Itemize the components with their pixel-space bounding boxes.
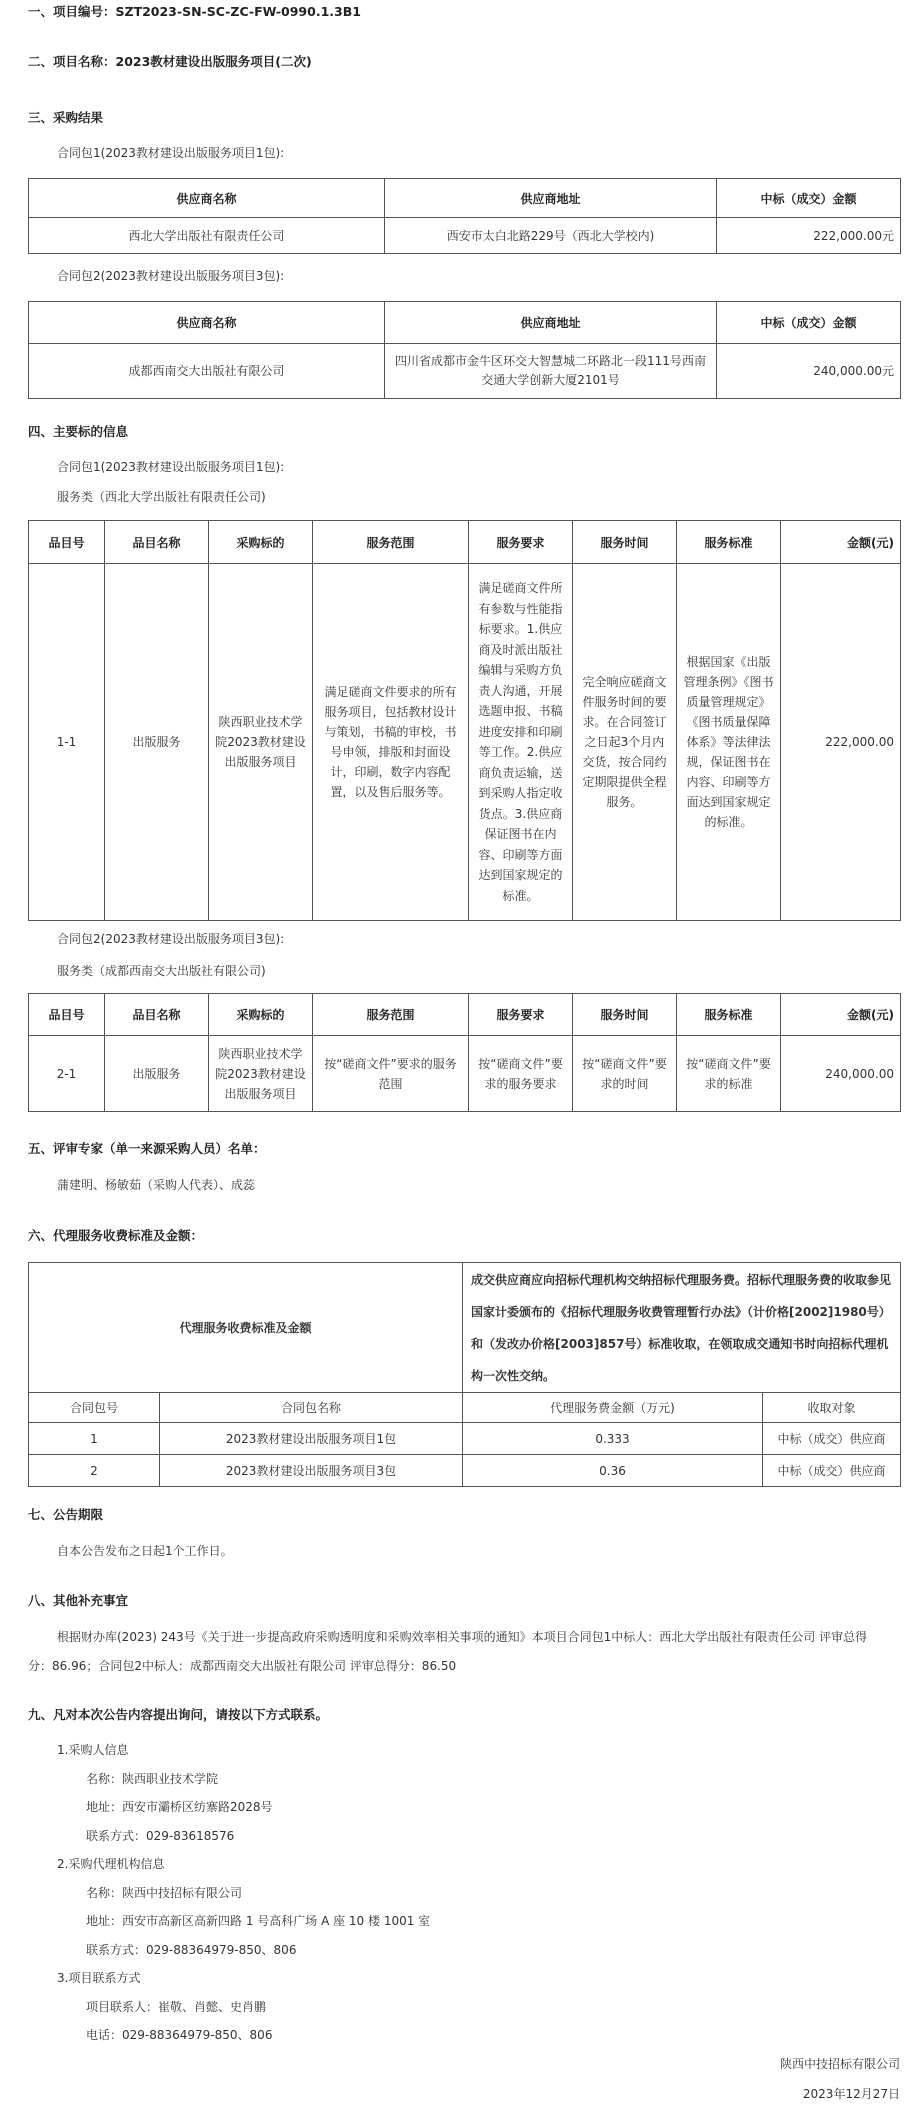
lot-no: 2 <box>29 1455 160 1487</box>
header-standard: 服务标准 <box>677 994 781 1036</box>
header-amount: 金额(元) <box>781 994 901 1036</box>
award-amount: 240,000.00元 <box>717 344 901 399</box>
table-row <box>29 1423 901 1455</box>
fee-standard-description: 成交供应商应向招标代理机构交纳招标代理服务费。招标代理服务费的收取参见国家计委颁布的《招标代理服务收费管理暂行办法》（计价格[2002]1980号）和（发改办价格[2003]857号）标准收取，在领取成交通知书时向招标代理机构一次性交纳。 <box>463 1263 901 1393</box>
agency-address: 地址：西安市高新区高新四路 1 号高科广场 A 座 10 楼 1001 室 <box>86 1914 431 1928</box>
purchaser-title: 1.采购人信息 <box>57 1743 129 1757</box>
header-item-name: 品目名称 <box>105 994 209 1036</box>
table-row <box>29 1036 901 1112</box>
result-lot1-label: 合同包1(2023教材建设出版服务项目1包): <box>57 146 285 160</box>
subject-lot2-label: 合同包2(2023教材建设出版服务项目3包): <box>57 932 285 946</box>
subject-lot1-label: 合同包1(2023教材建设出版服务项目1包): <box>57 460 285 474</box>
item-no: 1-1 <box>29 564 105 921</box>
header-payer: 收取对象 <box>763 1393 901 1423</box>
item-name: 出版服务 <box>105 1036 209 1112</box>
header-award-amount: 中标（成交）金额 <box>717 179 901 218</box>
payer: 中标（成交）供应商 <box>763 1455 901 1487</box>
lot-name: 2023教材建设出版服务项目3包 <box>160 1455 463 1487</box>
footer-org: 陕西中技招标有限公司 <box>779 2057 900 2071</box>
header-supplier-name: 供应商名称 <box>29 179 385 218</box>
header-lot-name: 合同包名称 <box>160 1393 463 1423</box>
amount: 240,000.00 <box>781 1036 901 1112</box>
other-matters-line2: 分：86.96；合同包2中标人：成都西南交大出版社有限公司 评审总得分：86.50 <box>28 1659 457 1673</box>
project-contact-phone: 电话：029-88364979-850、806 <box>86 2028 273 2042</box>
header-scope: 服务范围 <box>313 521 469 564</box>
table-row <box>29 344 901 399</box>
table-header-row <box>29 521 901 564</box>
result-table-lot2 <box>28 301 901 399</box>
payer: 中标（成交）供应商 <box>763 1423 901 1455</box>
procurement-result-heading: 三、采购结果 <box>28 110 104 125</box>
contact-heading: 九、凡对本次公告内容提出询问，请按以下方式联系。 <box>28 1707 329 1722</box>
header-subject: 采购标的 <box>209 521 313 564</box>
supplier-name: 西北大学出版社有限责任公司 <box>29 218 385 254</box>
supplier-address: 西安市太白北路229号（西北大学校内) <box>385 218 717 254</box>
other-matters-line1: 根据财办库(2023) 243号《关于进一步提高政府采购透明度和采购效率相关事项的通知》本项目合同包1中标人：西北大学出版社有限责任公司 评审总得 <box>57 1630 868 1644</box>
header-requirement: 服务要求 <box>469 521 573 564</box>
fee-standard-label: 代理服务收费标准及金额 <box>29 1263 463 1393</box>
fee-amount: 0.36 <box>463 1455 763 1487</box>
main-subject-heading: 四、主要标的信息 <box>28 424 129 439</box>
standard: 按“磋商文件”要求的标准 <box>677 1036 781 1112</box>
header-amount: 金额(元) <box>781 521 901 564</box>
purchaser-address: 地址：西安市灞桥区纺寨路2028号 <box>86 1800 273 1814</box>
header-item-no: 品目号 <box>29 521 105 564</box>
header-item-no: 品目号 <box>29 994 105 1036</box>
requirement: 按“磋商文件”要求的服务要求 <box>469 1036 573 1112</box>
notice-period-heading: 七、公告期限 <box>28 1507 104 1522</box>
table-header-row <box>29 1393 901 1423</box>
table-header-row <box>29 179 901 218</box>
result-lot2-label: 合同包2(2023教材建设出版服务项目3包): <box>57 269 285 283</box>
subject-lot2-type: 服务类（成都西南交大出版社有限公司) <box>57 964 266 978</box>
project-contact-people: 项目联系人：崔敬、肖懿、史肖鹏 <box>86 2000 267 2014</box>
scope: 满足磋商文件要求的所有服务项目，包括教材设计与策划，书稿的审校，书号申领，排版和封面设计，印刷，数字内容配置，以及售后服务等。 <box>313 564 469 921</box>
header-supplier-name: 供应商名称 <box>29 302 385 344</box>
header-subject: 采购标的 <box>209 994 313 1036</box>
table-row <box>29 218 901 254</box>
project-name-heading: 二、项目名称：2023教材建设出版服务项目(二次) <box>28 54 312 69</box>
experts-heading: 五、评审专家（单一来源采购人员）名单： <box>28 1141 266 1156</box>
requirement: 满足磋商文件所有参数与性能指标要求。1.供应商及时派出版社编辑与采购方负责人沟通，开展选题申报、书稿进度安排和印刷等工作。2.供应商负责运输，送到采购人指定收货点。3.供应商保证图书在内容、印刷等方面达到国家规定的标准。 <box>469 564 573 921</box>
time: 完全响应磋商文件服务时间的要求。在合同签订之日起3个月内交货，按合同约定期限提供全程服务。 <box>573 564 677 921</box>
header-fee-amount: 代理服务费金额（万元) <box>463 1393 763 1423</box>
header-time: 服务时间 <box>573 521 677 564</box>
header-requirement: 服务要求 <box>469 994 573 1036</box>
header-award-amount: 中标（成交）金额 <box>717 302 901 344</box>
header-lot-no: 合同包号 <box>29 1393 160 1423</box>
header-supplier-address: 供应商地址 <box>385 302 717 344</box>
project-number-heading: 一、项目编号：SZT2023-SN-SC-ZC-FW-0990.1.3B1 <box>28 4 361 19</box>
project-contact-title: 3.项目联系方式 <box>57 1971 141 1985</box>
subject-table-lot2 <box>28 993 901 1112</box>
subject-lot1-type: 服务类（西北大学出版社有限责任公司) <box>57 490 266 504</box>
footer-date: 2023年12月27日 <box>802 2087 900 2101</box>
header-scope: 服务范围 <box>313 994 469 1036</box>
standard: 根据国家《出版管理条例》《图书质量管理规定》《图书质量保障体系》等法律法规，保证图书在内容、印刷等方面达到国家规定的标准。 <box>677 564 781 921</box>
agency-name: 名称：陕西中技招标有限公司 <box>86 1886 243 1900</box>
supplier-address: 四川省成都市金牛区环交大智慧城二环路北一段111号西南交通大学创新大厦2101号 <box>385 344 717 399</box>
item-name: 出版服务 <box>105 564 209 921</box>
award-amount: 222,000.00元 <box>717 218 901 254</box>
item-no: 2-1 <box>29 1036 105 1112</box>
experts-names: 蒲建明、杨敏茹（采购人代表）、成蕊 <box>57 1178 256 1192</box>
other-matters-heading: 八、其他补充事宜 <box>28 1593 129 1608</box>
agency-contact: 联系方式：029-88364979-850、806 <box>86 1943 297 1957</box>
header-item-name: 品目名称 <box>105 521 209 564</box>
scope: 按“磋商文件”要求的服务范围 <box>313 1036 469 1112</box>
agency-fee-heading: 六、代理服务收费标准及金额： <box>28 1228 204 1243</box>
table-header-row <box>29 302 901 344</box>
header-time: 服务时间 <box>573 994 677 1036</box>
header-supplier-address: 供应商地址 <box>385 179 717 218</box>
table-row <box>29 1455 901 1487</box>
fee-description-row <box>29 1263 901 1393</box>
subject-table-lot1 <box>28 520 901 921</box>
subject: 陕西职业技术学院2023教材建设出版服务项目 <box>209 1036 313 1112</box>
lot-no: 1 <box>29 1423 160 1455</box>
purchaser-name: 名称：陕西职业技术学院 <box>86 1772 219 1786</box>
notice-period-text: 自本公告发布之日起1个工作日。 <box>57 1544 233 1558</box>
fee-amount: 0.333 <box>463 1423 763 1455</box>
result-table-lot1 <box>28 178 901 254</box>
amount: 222,000.00 <box>781 564 901 921</box>
subject: 陕西职业技术学院2023教材建设出版服务项目 <box>209 564 313 921</box>
lot-name: 2023教材建设出版服务项目1包 <box>160 1423 463 1455</box>
agency-title: 2.采购代理机构信息 <box>57 1857 165 1871</box>
header-standard: 服务标准 <box>677 521 781 564</box>
agency-fee-table <box>28 1262 901 1487</box>
purchaser-contact: 联系方式：029-83618576 <box>86 1829 235 1843</box>
supplier-name: 成都西南交大出版社有限公司 <box>29 344 385 399</box>
table-row <box>29 564 901 921</box>
table-header-row <box>29 994 901 1036</box>
time: 按“磋商文件”要求的时间 <box>573 1036 677 1112</box>
